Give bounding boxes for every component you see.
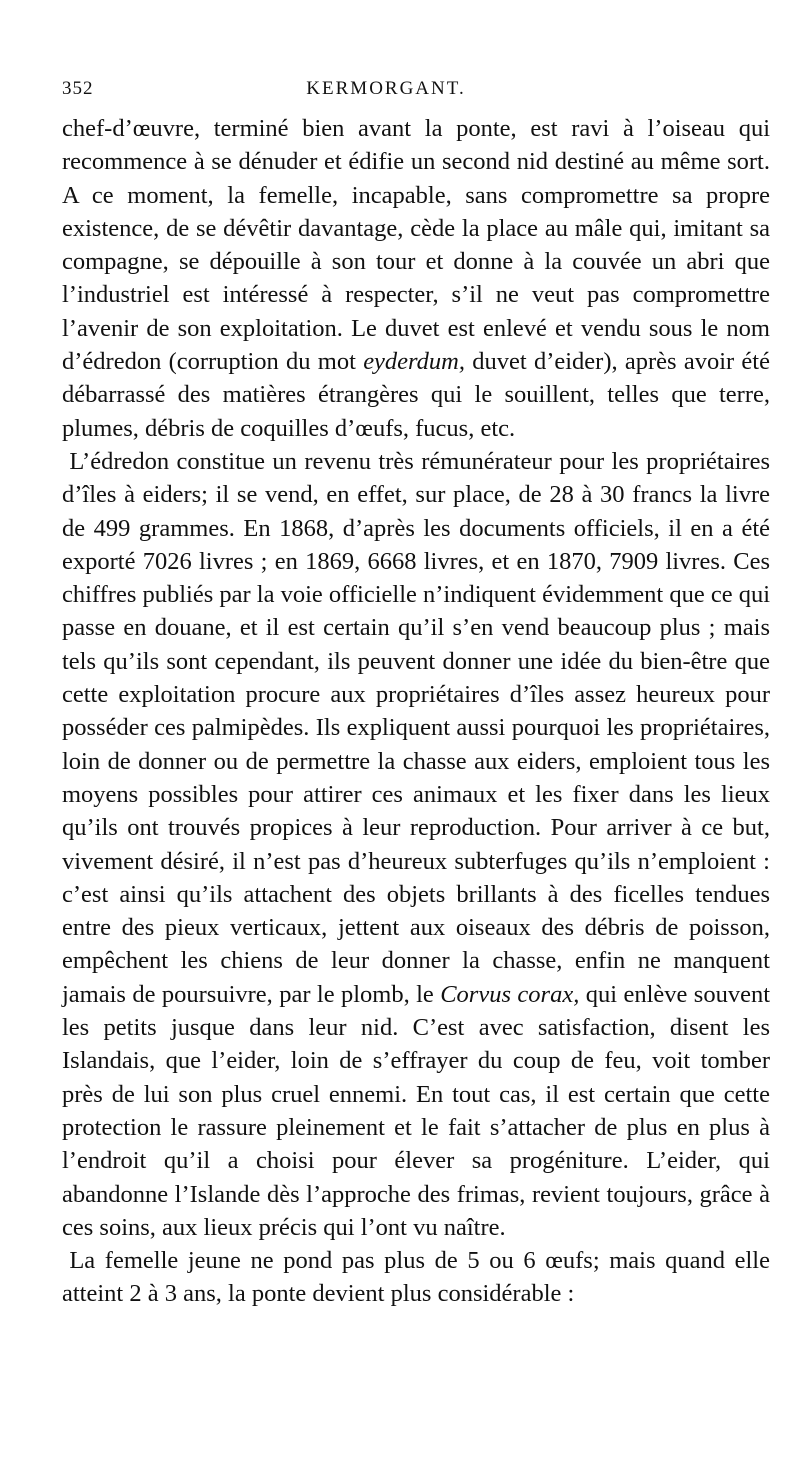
paragraph-1 [62,112,770,445]
paragraph-2-italic: Corvus corax, [440,980,580,1008]
paragraph-1-text-a: chef-d’œuvre, terminé bien avant la ponte, est ravi à l’oiseau qui recommence à se dénuder et édifie un second nid destiné au même sort. A ce moment, la femelle, incapable, sans compromettre sa propre existence, de se dévêtir davantage, cède la place au mâle qui, imitant sa compagne, se dépouille à son tour et donne à la couvée un abri que l’industriel est intéressé à respecter, s’il ne veut pas compromettre l’avenir de son exploitation. Le duvet est enlevé et vendu sous le nom d’édredon (corruption du mot [62,115,770,376]
paragraph-2-text-b: qui enlève souvent les petits jusque dans leur nid. C’est avec satisfaction, disent les Islandais, que l’eider, loin de s’effrayer du coup de feu, voit tomber près de lui son plus cruel ennemi. En tout cas, il est certain que cette protection le rassure pleinement et le fait s’attacher de plus en plus à l’endroit qu’il a choisi pour élever sa progéniture. L’eider, qui abandonne l’Islande dès l’approche des frimas, revient toujours, grâce à ces soins, aux lieux précis qui l’ont vu naître. [62,980,770,1241]
paragraph-2-text-a: L’édredon constitue un revenu très rémunérateur pour les propriétaires d’îles à eiders; il se vend, en effet, sur place, de 28 à 30 francs la livre de 499 grammes. En 1868, d’après les documents officiels, il en a été exporté 7026 livres ; en 1869, 6668 livres, et en 1870, 7909 livres. Ces chiffres publiés par la voie officielle n’indiquent évidemment que ce qui passe en douane, et il est certain qu’il s’en vend beaucoup plus ; mais tels qu’ils sont cependant, ils peuvent donner une idée du bien-être que cette exploitation procure aux propriétaires d’îles assez heureux pour posséder ces palmipèdes. Ils expliquent aussi pourquoi les propriétaires, loin de donner ou de permettre la chasse aux eiders, emploient tous les moyens possibles pour attirer ces animaux et les fixer dans les lieux qu’ils ont trouvés propices à leur reproduction. Pour arriver à ce but, vivement désiré, il n’est pas d’heureux subterfuges qu’ils n’emploient : c’est ainsi qu’ils attachent des objets brillants à des ficelles tendues entre des pieux verticaux, jettent aux oiseaux des débris de poisson, empêchent les chiens de leur donner la chasse, enfin ne manquent jamais de poursuivre, par le plomb, le [62,447,770,1008]
paragraph-3 [62,1244,770,1311]
paragraph-1-italic: eyderdum, [363,348,466,376]
page-number: 352 [62,78,94,99]
paragraph-2 [62,445,770,1244]
paragraph-1-text-b: duvet d’eider), après avoir été débarrassé des matières étrangères qui le souillent, telles que terre, plumes, débris de coquilles d’œufs, fucus, etc. [62,348,770,442]
paragraph-3-text: La femelle jeune ne pond pas plus de 5 ou 6 œufs; mais quand elle atteint 2 à 3 ans, la ponte devient plus considérable : [62,1247,770,1308]
page-header [62,78,770,112]
running-title: KERMORGANT. [306,78,466,99]
body-text [62,112,770,1311]
